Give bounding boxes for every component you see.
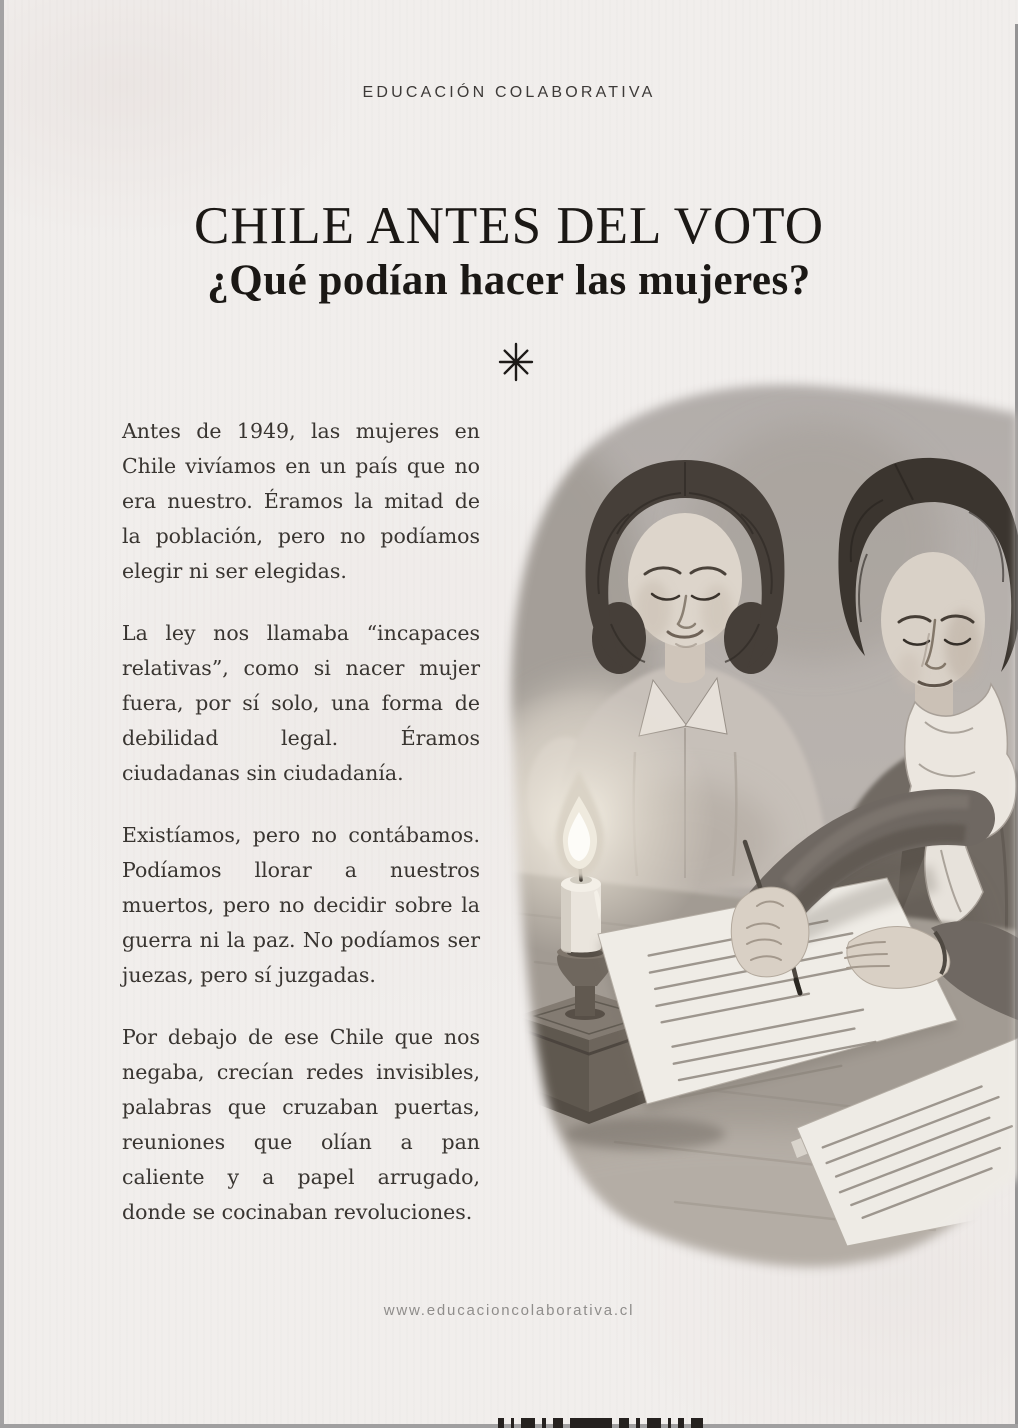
- paragraph-1: Antes de 1949, las mujeres en Chile vivíamos en un país que no era nuestro. Éramos la mitad de la población, pero no podíamos elegir ni ser elegidas.: [122, 419, 480, 583]
- footer-url: www.educacioncolaborativa.cl: [383, 1302, 635, 1319]
- brand-header: EDUCACIÓN COLABORATIVA: [362, 84, 656, 101]
- article-text: [122, 414, 480, 1257]
- page-subtitle: ¿Qué podían hacer las mujeres?: [207, 257, 811, 304]
- page-title: CHILE ANTES DEL VOTO: [194, 197, 824, 255]
- illustration-two-women-writing: [495, 372, 1018, 1295]
- paragraph-3: Existíamos, pero no contábamos. Podíamos llorar a nuestros muertos, pero no decidir sobre la guerra ni la paz. No podíamos ser juezas, pero sí juzgadas.: [122, 823, 480, 987]
- paragraph-4: Por debajo de ese Chile que nos negaba, crecían redes invisibles, palabras que cruzaban puertas, reuniones que olían a pan caliente y a papel arrugado, donde se cocinaban revoluciones.: [122, 1025, 480, 1224]
- paragraph-2: La ley nos llamaba “incapaces relativas”, como si nacer mujer fuera, por sí solo, una forma de debilidad legal. Éramos ciudadanas sin ciudadanía.: [122, 621, 480, 785]
- title-block: [0, 198, 1018, 306]
- cutoff-print-marks: [498, 1418, 758, 1428]
- writing-hand: [731, 887, 809, 977]
